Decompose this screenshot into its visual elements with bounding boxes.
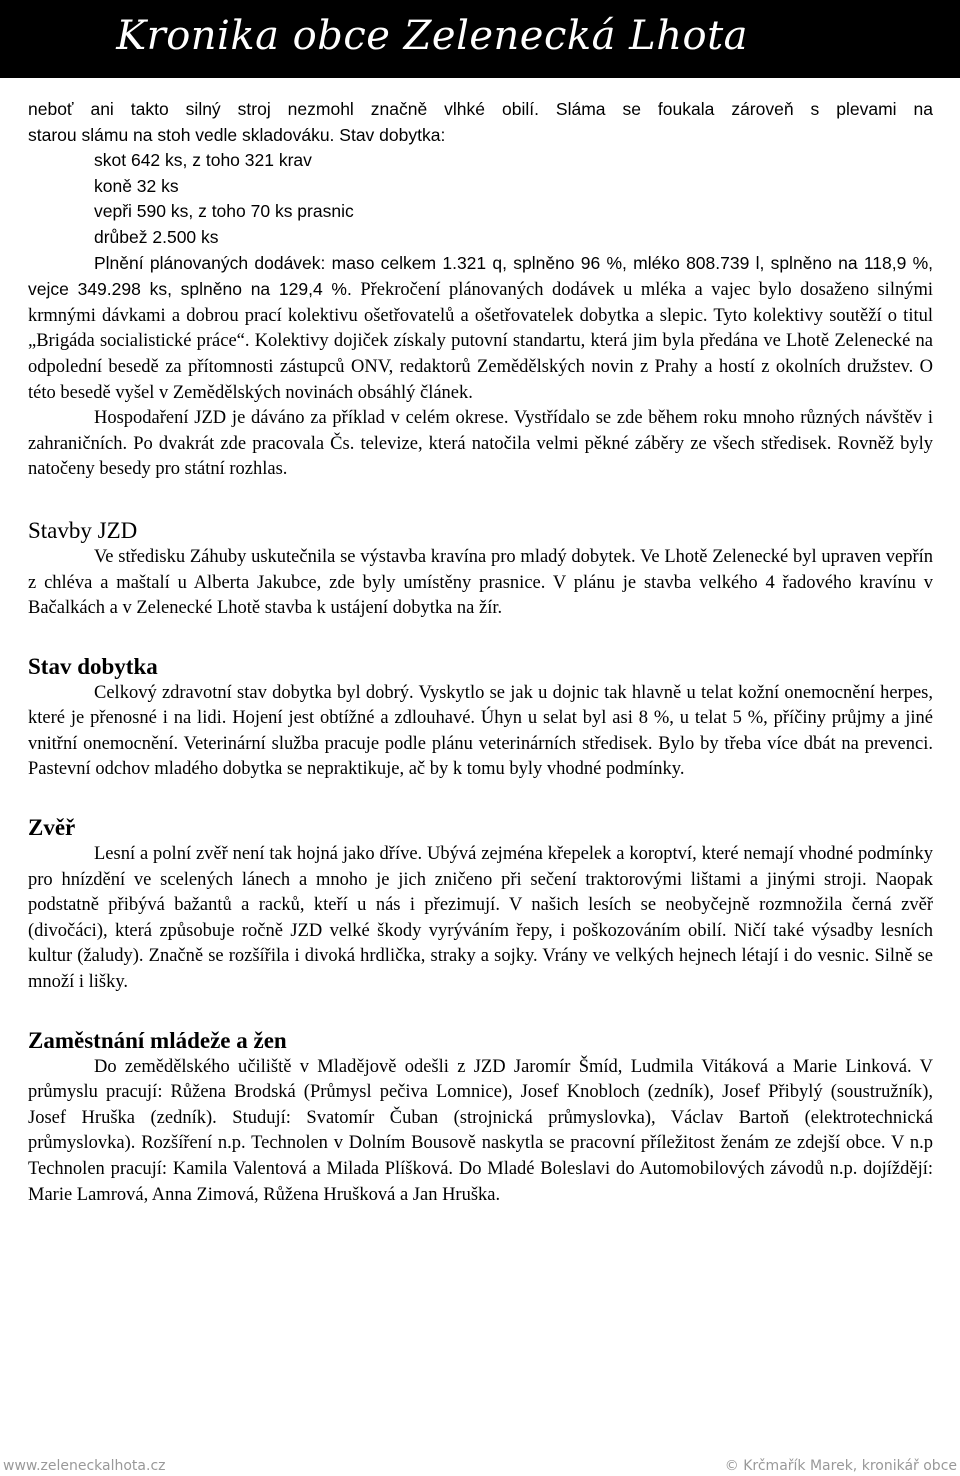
livestock-item: drůbež 2.500 ks	[94, 226, 219, 247]
intro-section	[28, 97, 933, 251]
heading-zver: Zvěř	[28, 815, 76, 841]
page-footer	[0, 1453, 960, 1476]
intro-line-1: neboť ani takto silný stroj nezmohl značně vlhké obilí. Sláma se foukala zároveň s plevami na	[28, 99, 933, 119]
mladez-paragraph: Do zemědělského učiliště v Mladějově odešli z JZD Jaromír Šmíd, Ludmila Vitáková a Marie Linková. V průmyslu pracují: Růžena Brodská (Průmysl pečiva Lomnice), Josef Knobloch (zedník), Josef Přibylý (soustružník), Josef Hruška (zedník). Studují: Svatomír Čuban (strojnická průmyslovka), Václav Bartoň (elektrotechnická průmyslovka). Rozšíření n.p. Technolen v Dolním Bousově naskytla se pracovní příležitost ženám ze zdejší obce. V n.p Technolen pracují: Kamila Valentová a Milada Plíšková. Do Mladé Boleslavi do Automobilových závodů n.p. dojíždějí: Marie Lamrová, Anna Zimová, Růžena Hrušková a Jan Hruška.	[28, 1056, 933, 1205]
copyright-text: © Krčmařík Marek, kronikář obce	[724, 1458, 957, 1474]
dobytek-paragraph: Celkový zdravotní stav dobytka byl dobrý. Vyskytlo se jak u dojnic tak hlavně u telat kožní onemocnění herpes, které je přenosné i na lidi. Hojení jest obtížné a zdlouhavé. Úhyn u selat byl asi 8 %, u telat 5 %, příčiny průjmy a jiné vnitřní onemocnění. Veterinární služba pracuje podle plánu veterinárních středisek. Bylo by třeba více dbát na prevenci. Pastevní odchov mladého dobytka se nepraktikuje, ač by k tomu byly vhodné podmínky.	[28, 682, 933, 780]
livestock-item: koně 32 ks	[94, 175, 179, 196]
intro-line-2: starou slámu na stoh vedle skladováku. Stav dobytka:	[28, 124, 446, 145]
page-content	[28, 97, 933, 1208]
heading-stavby: Stavby JZD	[28, 517, 138, 543]
livestock-item: vepři 590 ks, z toho 70 ks prasnic	[94, 201, 354, 222]
management-paragraph: Hospodaření JZD je dáváno za příklad v celém okrese. Vystřídalo se zde během roku mnoho různých návštěv i zahraničních. Po dvakrát zde pracovala Čs. televize, která natočila velmi pěkné záběry ze všech středisek. Rovněž byly natočeny besedy pro státní rozhlas.	[28, 408, 933, 480]
livestock-item: skot 642 ks, z toho 321 krav	[94, 150, 312, 171]
website-link[interactable]: www.zeleneckalhota.cz	[3, 1458, 166, 1474]
heading-mladez: Zaměstnání mládeže a žen	[28, 1027, 287, 1053]
plan-fulfilment: Plnění plánovaných dodávek: maso celkem 1.321 q, splněno 96 %, mléko 808.739 l, splněno na 118,9 %, vejce 349.298 ks, splněno na 129,4 %.	[28, 252, 933, 300]
chronicle-title: Kronika obce Zelenecká Lhota	[116, 13, 748, 59]
zver-paragraph: Lesní a polní zvěř není tak hojná jako dříve. Ubývá zejména křepelek a koroptví, které nemají vhodné podmínky pro hnízdění ve scelených lánech a mnoho je jich zničeno při sečení traktorovými lištami a jinými stroji. Naopak podstatně přibývá bažantů a racků, kteří u nás i přezimují. V našich lesích se neobyčejně rozmnožila černá zvěř (divočáci), která způsobuje ročně JZD velké škody vyrýváním řepy, i poškozováním obilí. Ničí také výsadby lesních kultur (žaludy). Značně se rozšířila i divoká hrdlička, straky a sojky. Vrány ve velkých hejnech létají i do vesnic. Silně se množí i lišky.	[28, 844, 933, 993]
heading-dobytek: Stav dobytka	[28, 653, 158, 679]
stavby-paragraph: Ve středisku Záhuby uskutečnila se výstavba kravína pro mladý dobytek. Ve Lhotě Zelenecké byl upraven vepřín z chléva a maštalí u Alberta Jakubce, zde byly umístěny prasnice. V plánu je stavba velkého 4 řadového kravínu v Bačalkách a v Zelenecké Lhotě stavba k ustájení dobytka na žír.	[28, 546, 933, 619]
page-header	[0, 0, 960, 78]
plan-paragraph	[28, 251, 933, 407]
livestock-list	[94, 148, 933, 250]
plan-exceeded: Překročení plánovaných dodávek u mléka a vajec bylo dosaženo silnými krmnými dávkami a dobrou prací kolektivu ošetřovatelů a ošetřovatelek dobytka a slepic. Tyto kolektivy soutěží o titul „Brigáda socialistické práce“. Kolektivy dojiček získaly putovní standartu, která jim byla předána ve Lhotě Zelenecké na odpolední besedě za přítomnosti zástupců ONV, redaktorů Zemědělských novin z Prahy a hostí z okolních družstev. O této besedě vyšel v Zemědělských novinách obsáhlý článek.	[28, 280, 933, 403]
